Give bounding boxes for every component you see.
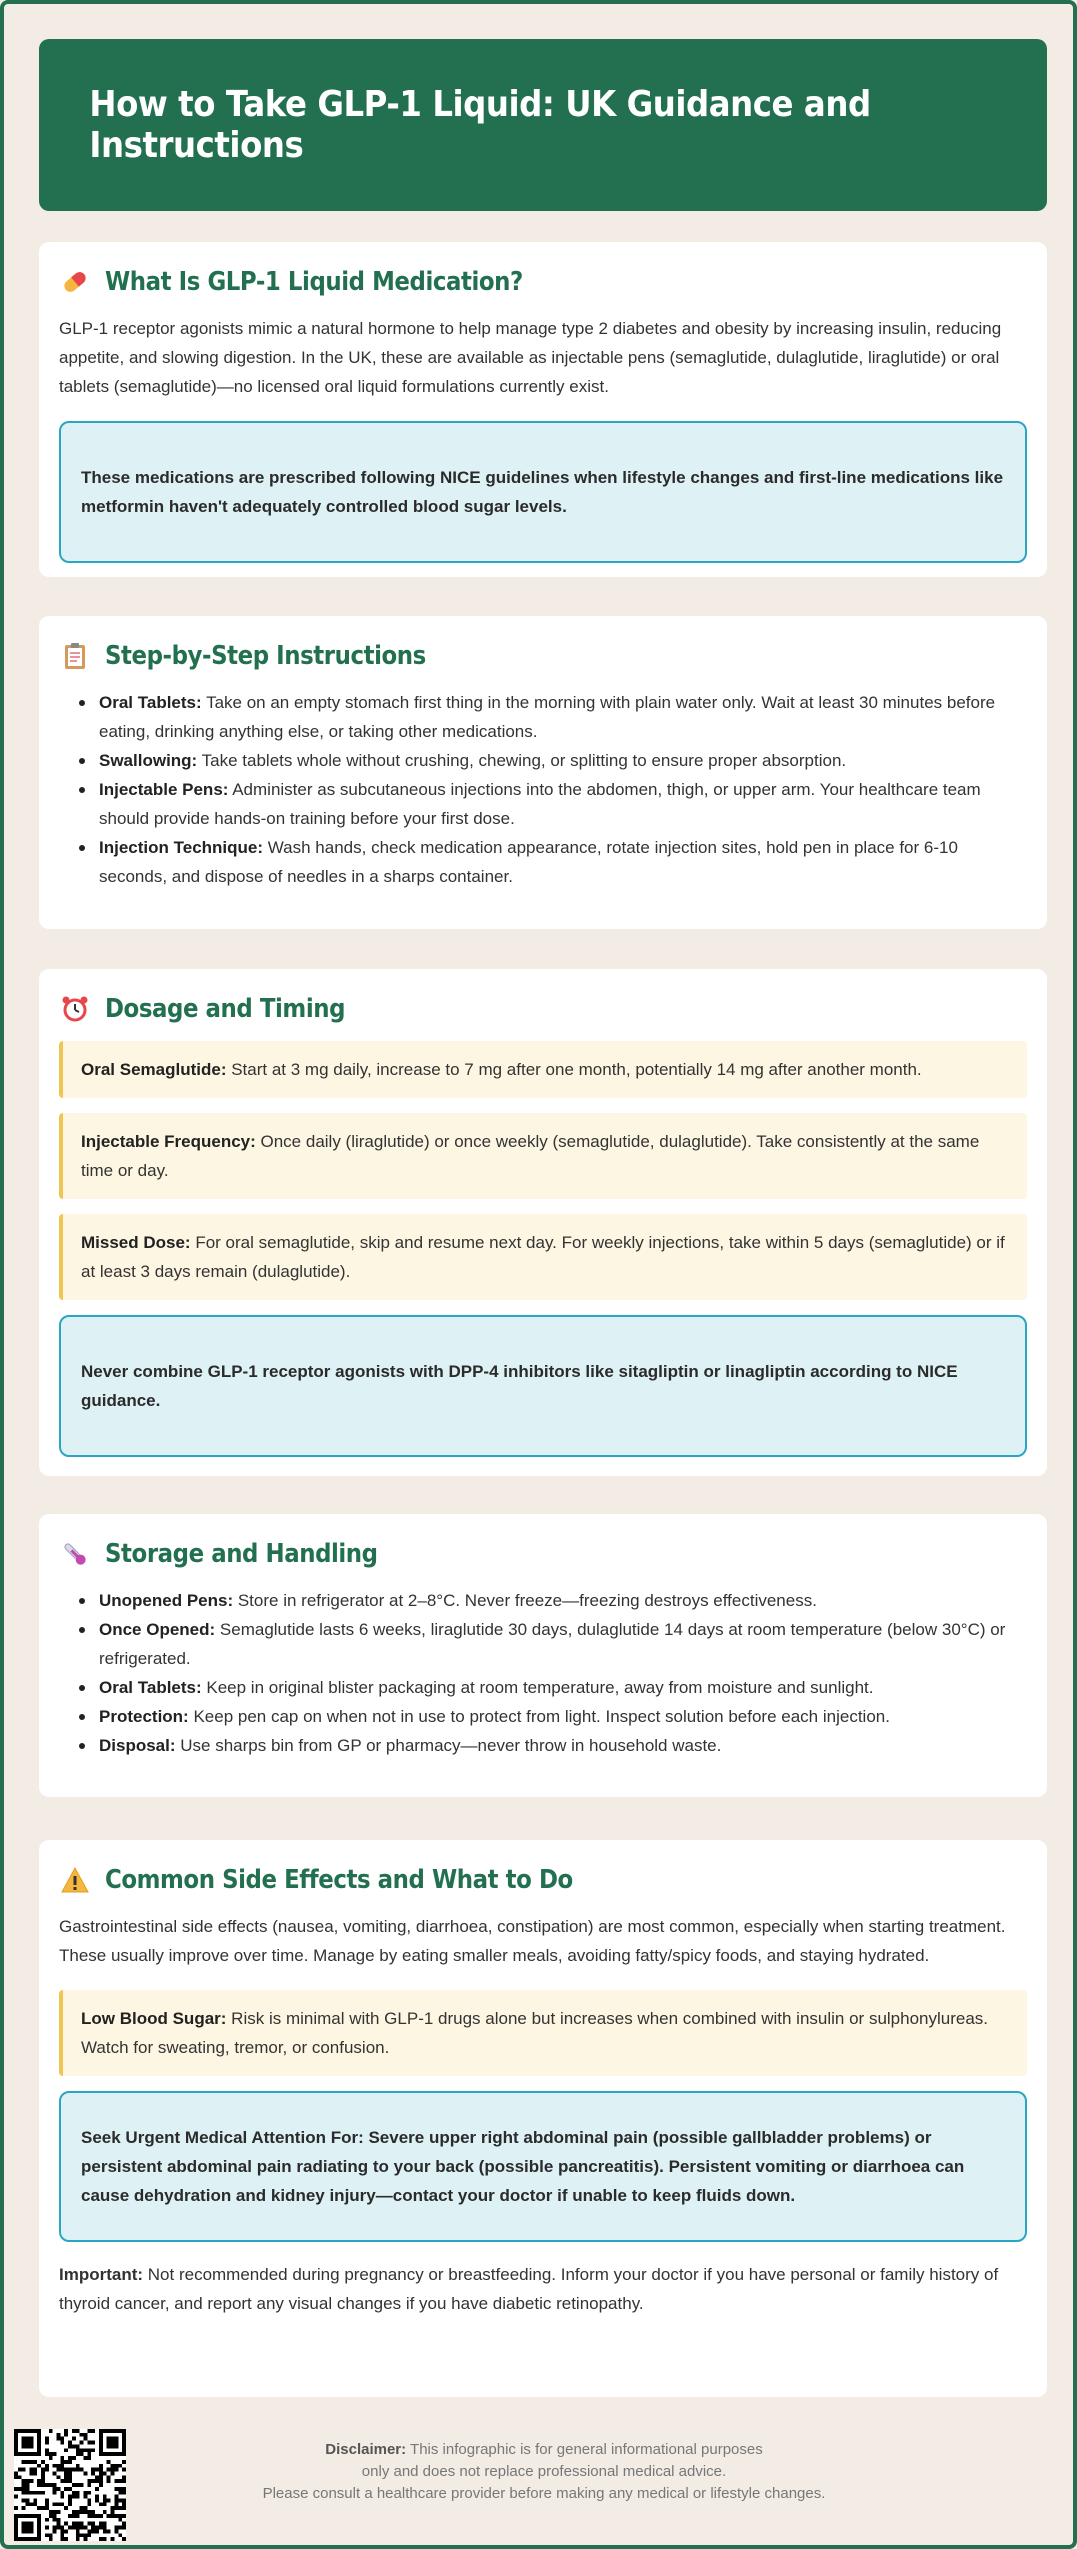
- dosage-box: Oral Semaglutide: Start at 3 mg daily, increase to 7 mg after one month, potentially 14 mg after another month.: [59, 1041, 1027, 1098]
- clipboard-icon: [59, 640, 91, 672]
- list-item: Disposal: Use sharps bin from GP or pharmacy—never throw in household waste.: [79, 1731, 1027, 1760]
- section-header: [59, 1538, 1027, 1570]
- section-body: GLP-1 receptor agonists mimic a natural hormone to help manage type 2 diabetes and obesity by increasing insulin, reducing appetite, and slowing digestion. In the UK, these are available as injectable pens (semaglutide, dulaglutide, liraglutide) or oral tablets (semaglutide)—no licensed oral liquid formulations currently exist.: [59, 319, 1002, 396]
- page-header: [39, 39, 1047, 211]
- alarm-clock-icon: [59, 993, 91, 1025]
- section-header: [59, 1864, 1027, 1896]
- storage-list: [59, 1586, 1027, 1760]
- warning-icon: [59, 1864, 91, 1896]
- dosage-box: Missed Dose: For oral semaglutide, skip and resume next day. For weekly injections, take within 5 days (semaglutide) or if at least 3 days remain (dulaglutide).: [59, 1214, 1027, 1300]
- section-title: Storage and Handling: [105, 1539, 378, 1569]
- thermometer-icon: [59, 1538, 91, 1570]
- list-item: Unopened Pens: Store in refrigerator at 2–8°C. Never freeze—freezing destroys effectiveness.: [79, 1586, 1027, 1615]
- qr-code[interactable]: [14, 2429, 126, 2541]
- disclaimer: Disclaimer: This infographic is for general informational purposes only and does not replace professional medical advice. Please consult a healthcare provider before making any medical or lifestyle changes.: [262, 2441, 826, 2502]
- urgent-note: Seek Urgent Medical Attention For: Severe upper right abdominal pain (possible gallbladder problems) or persistent abdominal pain radiating to your back (possible pancreatitis). Persistent vomiting or diarrhoea can cause dehydration and kidney injury—contact your doctor if unable to keep fluids down.: [59, 2091, 1027, 2242]
- page-title: How to Take GLP-1 Liquid: UK Guidance and Instructions: [89, 84, 871, 166]
- section-dosage: [39, 969, 1047, 1476]
- footer: [4, 2419, 1077, 2549]
- list-item: Oral Tablets: Take on an empty stomach first thing in the morning with plain water only. Wait at least 30 minutes before eating, drinking anything else, or taking other medications.: [79, 688, 1027, 746]
- list-item: Injection Technique: Wash hands, check medication appearance, rotate injection sites, hold pen in place for 6-10 seconds, and dispose of needles in a sharps container.: [79, 833, 1027, 891]
- section-title: Step-by-Step Instructions: [105, 641, 426, 671]
- section-header: [59, 993, 1027, 1025]
- section-header: [59, 640, 1027, 672]
- section-title: Common Side Effects and What to Do: [105, 1865, 573, 1895]
- list-item: Protection: Keep pen cap on when not in use to protect from light. Inspect solution before each injection.: [79, 1702, 1027, 1731]
- section-title: What Is GLP-1 Liquid Medication?: [105, 267, 523, 297]
- list-item: Once Opened: Semaglutide lasts 6 weeks, liraglutide 30 days, dulaglutide 14 days at room temperature (below 30°C) or refrigerated.: [79, 1615, 1027, 1673]
- dosage-box: Injectable Frequency: Once daily (liraglutide) or once weekly (semaglutide, dulaglutide). Take consistently at the same time or day.: [59, 1113, 1027, 1199]
- section-header: [59, 266, 1027, 298]
- list-item: Swallowing: Take tablets whole without crushing, chewing, or splitting to ensure proper absorption.: [79, 746, 1027, 775]
- section-body: Gastrointestinal side effects (nausea, vomiting, diarrhoea, constipation) are most common, especially when starting treatment. These usually improve over time. Manage by eating smaller meals, avoiding fatty/spicy foods, and staying hydrated.: [59, 1917, 1006, 1965]
- info-note: These medications are prescribed following NICE guidelines when lifestyle changes and first-line medications like metformin haven't adequately controlled blood sugar levels.: [59, 421, 1027, 563]
- list-item: Injectable Pens: Administer as subcutaneous injections into the abdomen, thigh, or upper arm. Your healthcare team should provide hands-on training before your first dose.: [79, 775, 1027, 833]
- section-side-effects: [39, 1840, 1047, 2397]
- info-note: Never combine GLP-1 receptor agonists with DPP-4 inhibitors like sitagliptin or linagliptin according to NICE guidance.: [59, 1315, 1027, 1457]
- section-steps: [39, 616, 1047, 929]
- section-title: Dosage and Timing: [105, 994, 346, 1024]
- pill-icon: [59, 266, 91, 298]
- steps-list: [59, 688, 1027, 891]
- low-blood-sugar-box: Low Blood Sugar: Risk is minimal with GLP-1 drugs alone but increases when combined with insulin or sulphonylureas. Watch for sweating, tremor, or confusion.: [59, 1990, 1027, 2076]
- important-note: Important: Not recommended during pregnancy or breastfeeding. Inform your doctor if you have personal or family history of thyroid cancer, and report any visual changes if you have diabetic retinopathy.: [59, 2265, 999, 2313]
- section-storage: [39, 1514, 1047, 1797]
- section-what-is: [39, 242, 1047, 577]
- list-item: Oral Tablets: Keep in original blister packaging at room temperature, away from moisture and sunlight.: [79, 1673, 1027, 1702]
